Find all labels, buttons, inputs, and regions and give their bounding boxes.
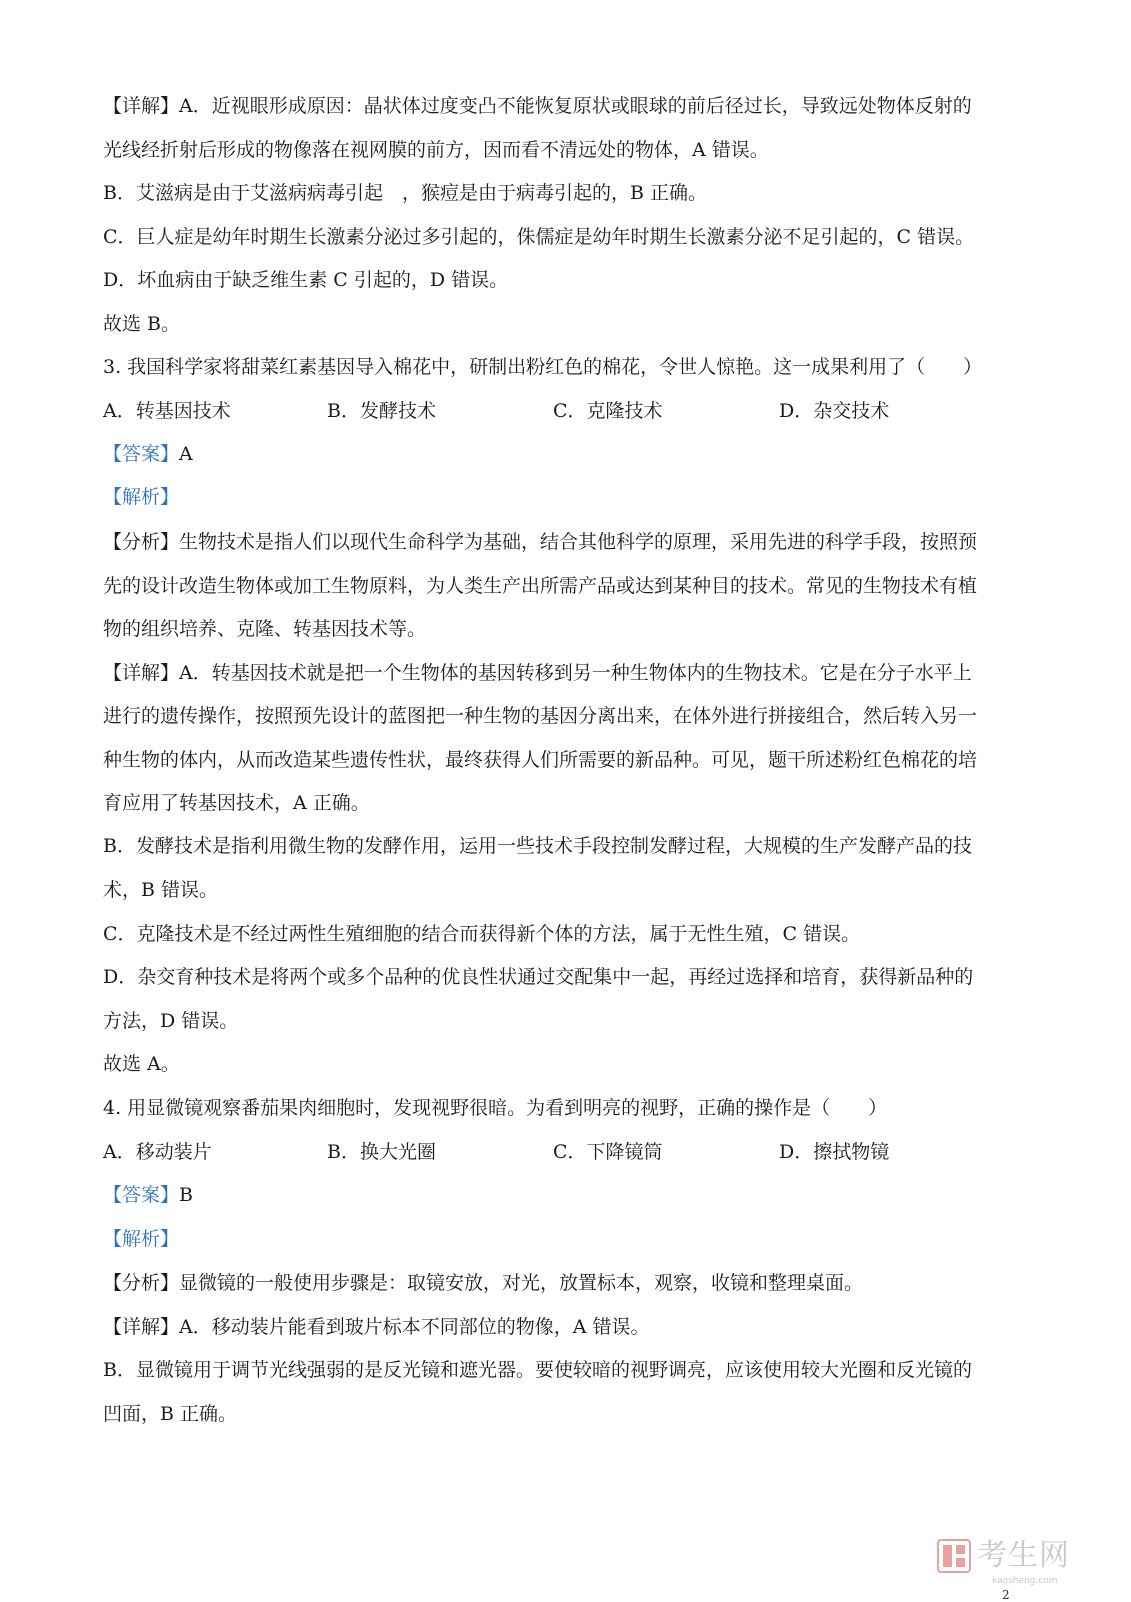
- page-number: 2: [1002, 1588, 1010, 1602]
- answer-label: 【答案】: [103, 1184, 180, 1206]
- text-line: D．杂交育种技术是将两个或多个品种的优良性状通过交配集中一起，再经过选择和培育，获得新品种的: [103, 966, 974, 988]
- text-line: B．显微镜用于调节光线强弱的是反光镜和遮光器。要使较暗的视野调亮，应该使用较大光圈和反光镜的: [103, 1359, 972, 1381]
- text-line: B．艾滋病是由于艾滋病病毒引起 ，猴痘是由于病毒引起的，B 正确。: [103, 182, 707, 204]
- text-line: 术，B 错误。: [103, 879, 219, 901]
- question-3: 3. 我国科学家将甜菜红素基因导入棉花中，研制出粉红色的棉花，令世人惊艳。这一成果利用了（ ）: [103, 356, 983, 378]
- analysis-label: 【解析】: [103, 1228, 180, 1250]
- text-line: 育应用了转基因技术，A 正确。: [103, 792, 370, 814]
- answer-value: B: [179, 1184, 193, 1206]
- kaosheng-logo-icon: [937, 1539, 971, 1573]
- option-a: A．移动装片: [103, 1141, 212, 1163]
- text-line: 先的设计改造生物体或加工生物原料，为人类生产出所需产品或达到某种目的技术。常见的生物技术有植: [103, 575, 978, 597]
- text-line: 【详解】A．移动装片能看到玻片标本不同部位的物像，A 错误。: [103, 1316, 650, 1338]
- text-line: 【详解】A．转基因技术就是把一个生物体的基因转移到另一种生物体内的生物技术。它是在分子水平上: [103, 662, 972, 684]
- watermark: [937, 1533, 1087, 1579]
- answer-line: [103, 441, 1023, 467]
- text-line: 物的组织培养、克隆、转基因技术等。: [103, 618, 427, 640]
- text-line: 故选 B。: [103, 313, 181, 335]
- text-line: 故选 A。: [103, 1053, 180, 1075]
- text-line: 方法，D 错误。: [103, 1010, 239, 1032]
- option-a: A．转基因技术: [103, 400, 231, 422]
- watermark-text: 考生网: [977, 1538, 1070, 1573]
- option-c: C．下降镜筒: [553, 1141, 663, 1163]
- text-line: B．发酵技术是指利用微生物的发酵作用，运用一些技术手段控制发酵过程，大规模的生产发酵产品的技: [103, 835, 972, 857]
- answer-value: A: [179, 443, 193, 465]
- option-b: B．换大光圈: [327, 1141, 436, 1163]
- text-line: C．巨人症是幼年时期生长激素分泌过多引起的，侏儒症是幼年时期生长激素分泌不足引起的，C 错误。: [103, 226, 975, 248]
- analysis-label: 【解析】: [103, 486, 180, 508]
- answer-label: 【答案】: [103, 443, 180, 465]
- text-line: 光线经折射后形成的物像落在视网膜的前方，因而看不清远处的物体，A 错误。: [103, 139, 769, 161]
- option-c: C．克隆技术: [553, 400, 663, 422]
- text-line: D．坏血病由于缺乏维生素 C 引起的，D 错误。: [103, 269, 509, 291]
- text-line: 凹面，B 正确。: [103, 1403, 238, 1425]
- watermark-url: kaosheng.com: [992, 1576, 1058, 1586]
- answer-line: [103, 1182, 1023, 1208]
- question-4: 4. 用显微镜观察番茄果肉细胞时，发现视野很暗。为看到明亮的视野，正确的操作是（ ）: [103, 1097, 888, 1119]
- option-b: B．发酵技术: [327, 400, 436, 422]
- text-line: 【分析】显微镜的一般使用步骤是：取镜安放，对光，放置标本，观察，收镜和整理桌面。: [103, 1272, 864, 1294]
- text-line: 【分析】生物技术是指人们以现代生命科学为基础，结合其他科学的原理，采用先进的科学手段，按照预: [103, 531, 978, 553]
- text-line: 种生物的体内，从而改造某些遗传性状，最终获得人们所需要的新品种。可见，题干所述粉红色棉花的培: [103, 749, 978, 771]
- text-line: C．克隆技术是不经过两性生殖细胞的结合而获得新个体的方法，属于无性生殖，C 错误。: [103, 923, 861, 945]
- text-line: 【详解】A．近视眼形成原因：晶状体过度变凸不能恢复原状或眼球的前后径过长，导致远处物体反射的: [103, 95, 972, 117]
- option-d: D．杂交技术: [779, 400, 890, 422]
- text-line: 进行的遗传操作，按照预先设计的蓝图把一种生物的基因分离出来，在体外进行拼接组合，然后转入另一: [103, 705, 978, 727]
- option-d: D．擦拭物镜: [779, 1141, 890, 1163]
